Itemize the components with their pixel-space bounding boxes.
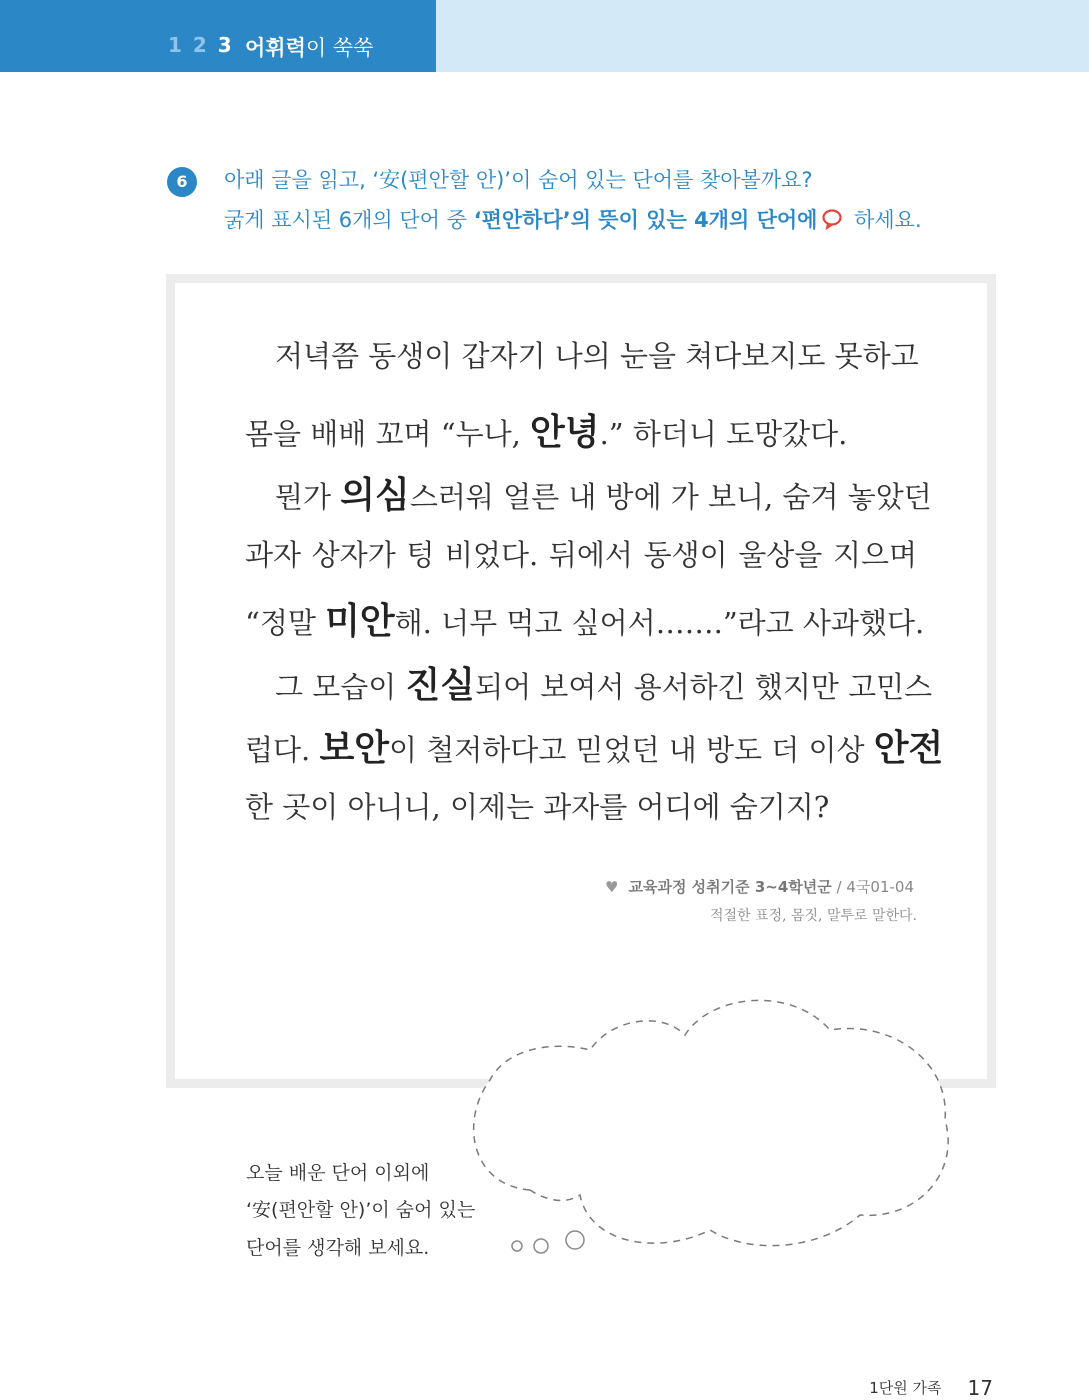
bold-word-mian[interactable]: 미안 [325, 601, 395, 642]
bold-word-annyeong[interactable]: 안녕 [530, 412, 600, 453]
thought-cloud-icon[interactable] [430, 980, 960, 1260]
passage-line-2 [245, 404, 917, 455]
step-2: 2 [192, 33, 209, 57]
passage-text: 이 철저하다고 믿었던 내 방도 더 이상 [389, 733, 874, 767]
passage-line-1: 저녁쯤 동생이 갑자기 나의 눈을 쳐다보지도 못하고 [275, 339, 919, 373]
standard-description: 적절한 표정, 몸짓, 말투로 말한다. [710, 908, 917, 924]
passage-text: 되어 보여서 용서하긴 했지만 고민스 [475, 670, 933, 704]
unit-label: 1단원 가족 [869, 1379, 942, 1397]
question-line-2 [224, 204, 922, 234]
passage-line-8: 한 곳이 아니니, 이제는 과자를 어디에 숨기지? [245, 790, 830, 824]
speech-bubble-icon [821, 208, 843, 230]
bold-word-uisim[interactable]: 의심 [340, 475, 410, 516]
passage-text: 몸을 배배 꼬며 “누나, [245, 417, 531, 451]
prompt-line-3: 단어를 생각해 보세요. [246, 1237, 430, 1259]
section-title-rest: 이 쑥쑥 [305, 36, 374, 60]
section-title [245, 32, 373, 62]
passage-text: 그 모습이 [275, 670, 406, 704]
question-number-badge: 6 [167, 167, 197, 197]
page-footer [869, 1376, 993, 1400]
bold-word-boan[interactable]: 보안 [319, 728, 390, 769]
passage-line-4: 과자 상자가 텅 비었다. 뒤에서 동생이 울상을 지으며 [245, 538, 917, 572]
passage-text: 뭔가 [275, 480, 341, 514]
prompt-line-2: ‘安(편안할 안)’이 숨어 있는 [246, 1199, 476, 1221]
passage-line-6 [245, 657, 933, 708]
question-line-2-text: 굵게 표시된 6개의 단어 중 [224, 208, 474, 232]
step-1: 1 [168, 33, 184, 57]
page-number: 17 [967, 1376, 993, 1400]
header-bar-light [436, 0, 1089, 72]
heart-icon: ♥ [605, 878, 619, 896]
passage-text: 스러워 얼른 내 방에 가 보니, 숨겨 놓았던 [409, 480, 932, 514]
question-line-2-bold: ‘편안하다’의 뜻이 있는 4개의 단어에 [473, 208, 818, 232]
passage-text: .” 하더니 도망갔다. [599, 417, 848, 451]
standard-code: / 4국01-04 [831, 878, 914, 896]
step-3-current: 3 [217, 33, 234, 57]
bold-word-anjeon[interactable]: 안전 [873, 728, 944, 769]
passage-text: “정말 [245, 606, 326, 640]
prompt-line-1: 오늘 배운 단어 이외에 [246, 1162, 430, 1184]
step-indicator [168, 33, 234, 57]
question-line-2-end: 하세요. [847, 208, 922, 232]
passage-line-7 [245, 720, 944, 771]
section-title-bold: 어휘력 [245, 36, 306, 60]
passage-line-5 [245, 593, 925, 644]
question-line-1: 아래 글을 읽고, ‘安(편안할 안)’이 숨어 있는 단어를 찾아볼까요? [224, 168, 813, 192]
passage-line-3 [245, 467, 932, 518]
curriculum-standard [605, 876, 914, 897]
standard-label: 교육과정 성취기준 3~4학년군 [628, 878, 832, 896]
passage-text: 럽다. [245, 733, 320, 767]
passage-text: 해. 너무 먹고 싶어서…….”라고 사과했다. [394, 606, 925, 640]
bold-word-jinsil[interactable]: 진실 [405, 665, 476, 706]
